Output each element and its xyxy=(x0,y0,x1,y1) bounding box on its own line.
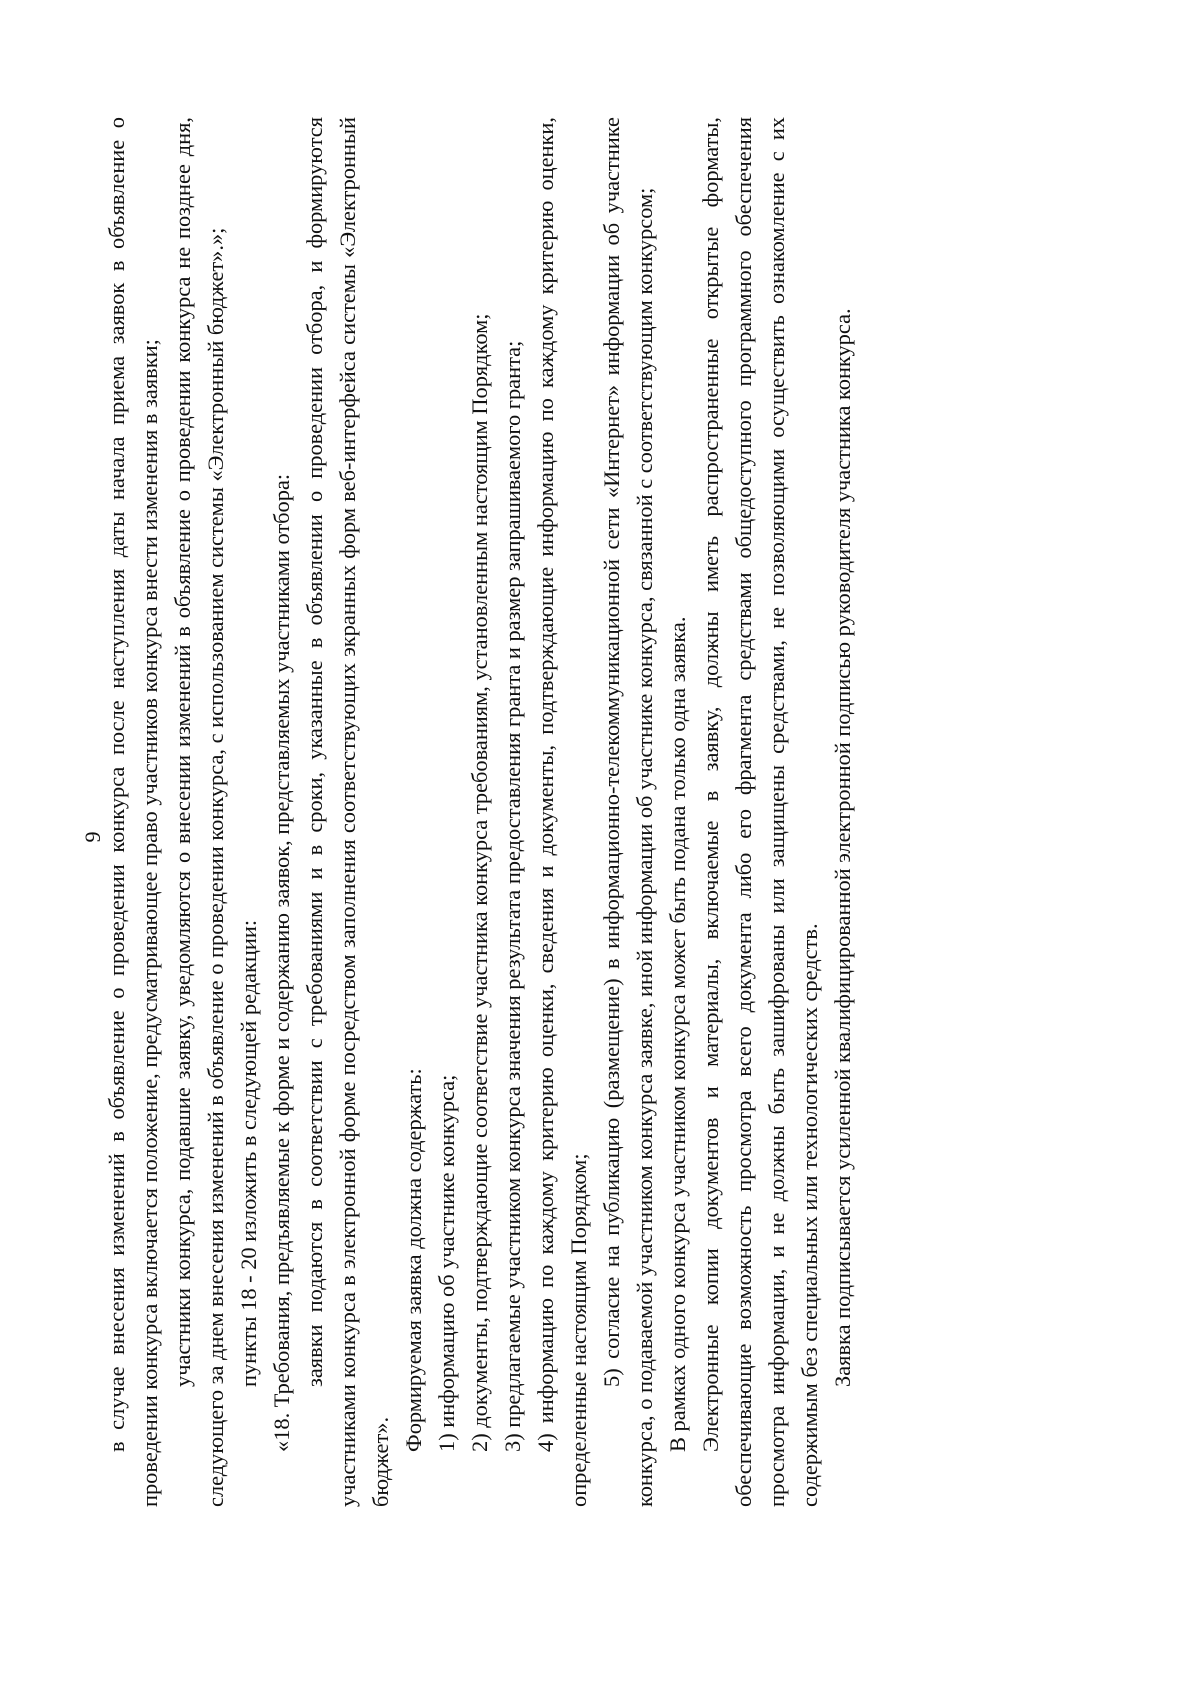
paragraph: 1) информацию об участнике конкурса; xyxy=(434,1074,459,1452)
paragraph: 3) предлагаемые участником конкурса значения результата предоставления гранта и размер запрашиваемого гранта; xyxy=(500,340,525,1452)
page-number: 9 xyxy=(80,831,105,843)
document-body xyxy=(100,117,859,1507)
paragraph: в случае внесения изменений в объявление о проведении конкурса после наступления даты начала приема заявок в объявление о проведении конкурса включается положение, предусматривающее право участников конкурса внести изменения в заявки; xyxy=(104,117,162,1507)
paragraph: Формируемая заявка должна содержать: xyxy=(401,1068,426,1452)
paragraph: Заявка подписывается усиленной квалифицированной электронной подписью руководителя участника конкурса. xyxy=(830,308,855,1387)
paragraph: Электронные копии документов и материалы, включаемые в заявку, должны иметь распространенные открытые форматы, обеспечивающие возможность просмотра всего документа либо его фрагмента средствами общедоступного программного обеспечения просмотра информации, и не должны быть зашифрованы или защищены средствами, не позволяющими осуществить ознакомление с их содержимым без специальных или технологических средств. xyxy=(698,117,822,1507)
paragraph: «18. Требования, предъявляемые к форме и содержанию заявок, представляемых участниками отбора: xyxy=(269,473,294,1452)
paragraph: 5) согласие на публикацию (размещение) в информационно-телекоммуникационной сети «Интернет» информации об участнике конкурса, о подаваемой участником конкурса заявке, иной информации об участнике конкурса, связанной с соответствующим конкурсом; xyxy=(599,117,657,1507)
paragraph: заявки подаются в соответствии с требованиями и в сроки, указанные в объявлении о проведении отбора, и формируются участниками конкурса в электронной форме посредством заполнения соответствующих экранных форм веб-интерфейса системы «Электронный бюджет». xyxy=(302,117,393,1507)
paragraph: В рамках одного конкурса участником конкурса может быть подана только одна заявка. xyxy=(665,616,690,1452)
paragraph: пункты 18 - 20 изложить в следующей редакции: xyxy=(236,919,261,1387)
paragraph: 2) документы, подтверждающие соответствие участника конкурса требованиям, установленным настоящим Порядком; xyxy=(467,313,492,1452)
paragraph: участники конкурса, подавшие заявку, уведомляются о внесении изменений в объявление о проведении конкурса не позднее дня, следующего за днем внесения изменений в объявление о проведении конкурса, с использованием системы «Электронный бюджет».»; xyxy=(170,117,228,1507)
paragraph: 4) информацию по каждому критерию оценки, сведения и документы, подтверждающие информацию по каждому критерию оценки, определенные настоящим Порядком; xyxy=(533,117,591,1507)
